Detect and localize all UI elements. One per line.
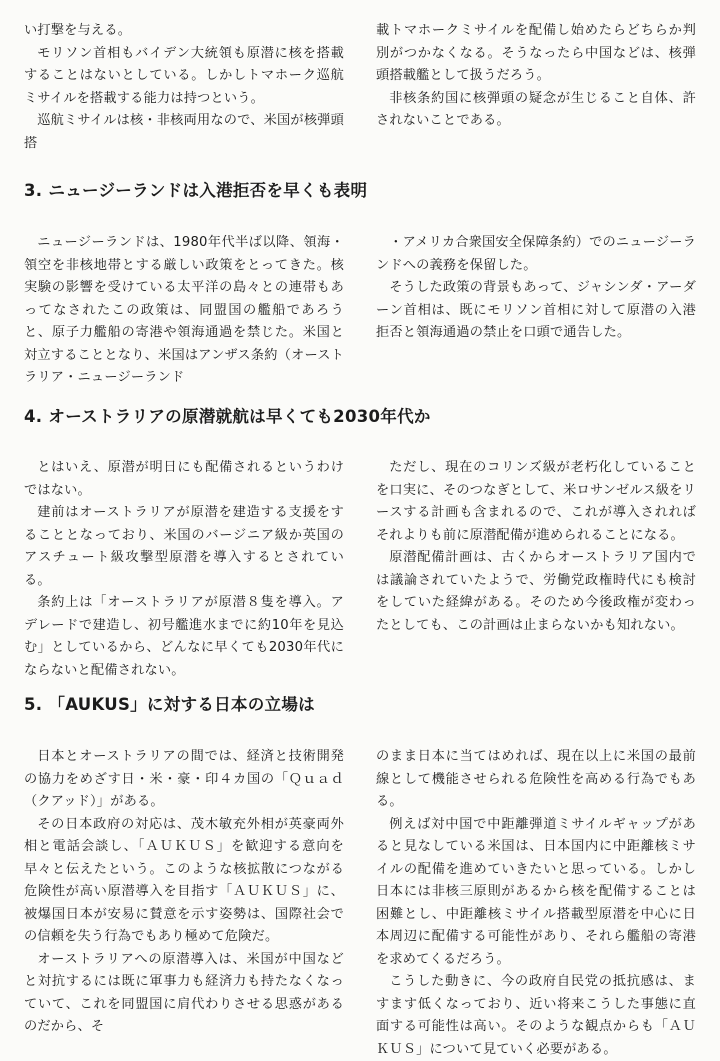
section-5-right-column (376, 746, 696, 1061)
section-4-right-column (376, 457, 696, 682)
paragraph: 日本とオーストラリアの間では、経済と技術開発の協力をめざす日・米・豪・印４カ国の「Ｑｕａｄ（クアッド）」がある。 (24, 749, 344, 809)
section-3-body (24, 232, 696, 390)
paragraph: とはいえ、原潜が明日にも配備されるというわけではない。 (24, 460, 344, 498)
paragraph: ・アメリカ合衆国安全保障条約）でのニュージーランドへの義務を保留した。 (376, 235, 696, 273)
paragraph: ただし、現在のコリンズ級が老朽化していることを口実に、そのつなぎとして、米ロサンゼルス級をリースする計画も含まれるので、これが導入されればそれよりも前に原潜配備が進められることになる。 (376, 460, 696, 543)
paragraph: 非核条約国に核弾頭の疑念が生じること自体、許されないことである。 (376, 90, 696, 128)
section-3-left-column (24, 232, 344, 390)
section-4-heading: 4. オーストラリアの原潜就航は早くても2030年代か (24, 407, 431, 426)
section-3-right-column (376, 232, 696, 390)
section-top-body (24, 20, 696, 155)
section-4-body (24, 457, 696, 682)
paragraph: そうした政策の背景もあって、ジャシンダ・アーダーン首相は、既にモリソン首相に対して原潜の入港拒否と領海通過の禁止を口頭で通告した。 (376, 280, 696, 340)
paragraph: 例えば対中国で中距離弾道ミサイルギャップがあると見なしている米国は、日本国内に中距離核ミサイルの配備を進めていきたいと思っている。しかし日本には非核三原則があるから核を配備することは困難とし、中距離核ミサイル搭載型原潜を中心に日本周辺に配備する可能性があり、それら艦船の寄港を求めてくるだろう。 (376, 816, 696, 967)
section-4-left-column (24, 457, 344, 682)
paragraph: その日本政府の対応は、茂木敏充外相が英豪両外相と電話会談し、「ＡＵＫＵＳ」を歓迎する意向を早々と伝えたという。このような核拡散につながる危険性が高い原潜導入を目指す「ＡＵＫＵＳ」に、被爆国日本が安易に賛意を示す姿勢は、国際社会での信頼を失う行為でもあり極めて危険だ。 (24, 816, 344, 944)
paragraph: 原潜配備計画は、古くからオーストラリア国内では議論されていたようで、労働党政権時代にも検討をしていた経緯がある。そのため今後政権が変わったとしても、この計画は止まらないかも知れない。 (376, 550, 696, 633)
paragraph: 条約上は「オーストラリアが原潜８隻を導入。アデレードで建造し、初号艦進水までに約10年を見込む」としているから、どんなに早くても2030年代にならないと配備されない。 (24, 595, 344, 678)
paragraph: オーストラリアへの原潜導入は、米国が中国などと対抗するには既に軍事力も経済力も持たなくなっていて、これを同盟国に肩代わりさせる思惑があるのだから、そ (24, 951, 344, 1034)
paragraph: い打撃を与える。 (24, 23, 132, 38)
paragraph: ニュージーランドは、1980年代半ば以降、領海・領空を非核地帯とする厳しい政策をとってきた。核実験の影響を受けている太平洋の島々との連帯もあってなされたこの政策は、同盟国の艦船であろうと、原子力艦船の寄港や領海通過を禁じた。米国と対立することとなり、米国はアンザス条約（オーストラリア・ニュージーランド (24, 235, 344, 385)
paragraph: 巡航ミサイルは核・非核両用なので、米国が核弾頭搭 (24, 113, 344, 151)
paragraph: こうした動きに、今の政府自民党の抵抗感は、ますます低くなっており、近い将来こうした事態に直面する可能性は高い。そのような観点からも「ＡＵＫＵＳ」について見ていく必要がある。 (376, 974, 696, 1057)
paragraph: モリソン首相もバイデン大統領も原潜に核を搭載することはないとしている。しかしトマホーク巡航ミサイルを搭載する能力は持つという。 (24, 45, 344, 106)
section-5-body (24, 746, 696, 1061)
section-5-heading: 5. 「AUKUS」に対する日本の立場は (24, 695, 315, 714)
section-top-left-column (24, 20, 344, 155)
section-5-left-column (24, 746, 344, 1061)
paragraph: 建前はオーストラリアが原潜を建造する支援をすることとなっており、米国のバージニア級か英国のアスチュート級攻撃型原潜を導入するとされている。 (24, 505, 344, 588)
paragraph: 載トマホークミサイルを配備し始めたらどちらか判別がつかなくなる。そうなったら中国などは、核弾頭搭載艦として扱うだろう。 (376, 23, 696, 83)
section-3-heading: 3. ニュージーランドは入港拒否を早くも表明 (24, 181, 368, 200)
section-top-right-column (376, 20, 696, 155)
paragraph: のまま日本に当てはめれば、現在以上に米国の最前線として機能させられる危険性を高める行為でもある。 (376, 749, 696, 809)
